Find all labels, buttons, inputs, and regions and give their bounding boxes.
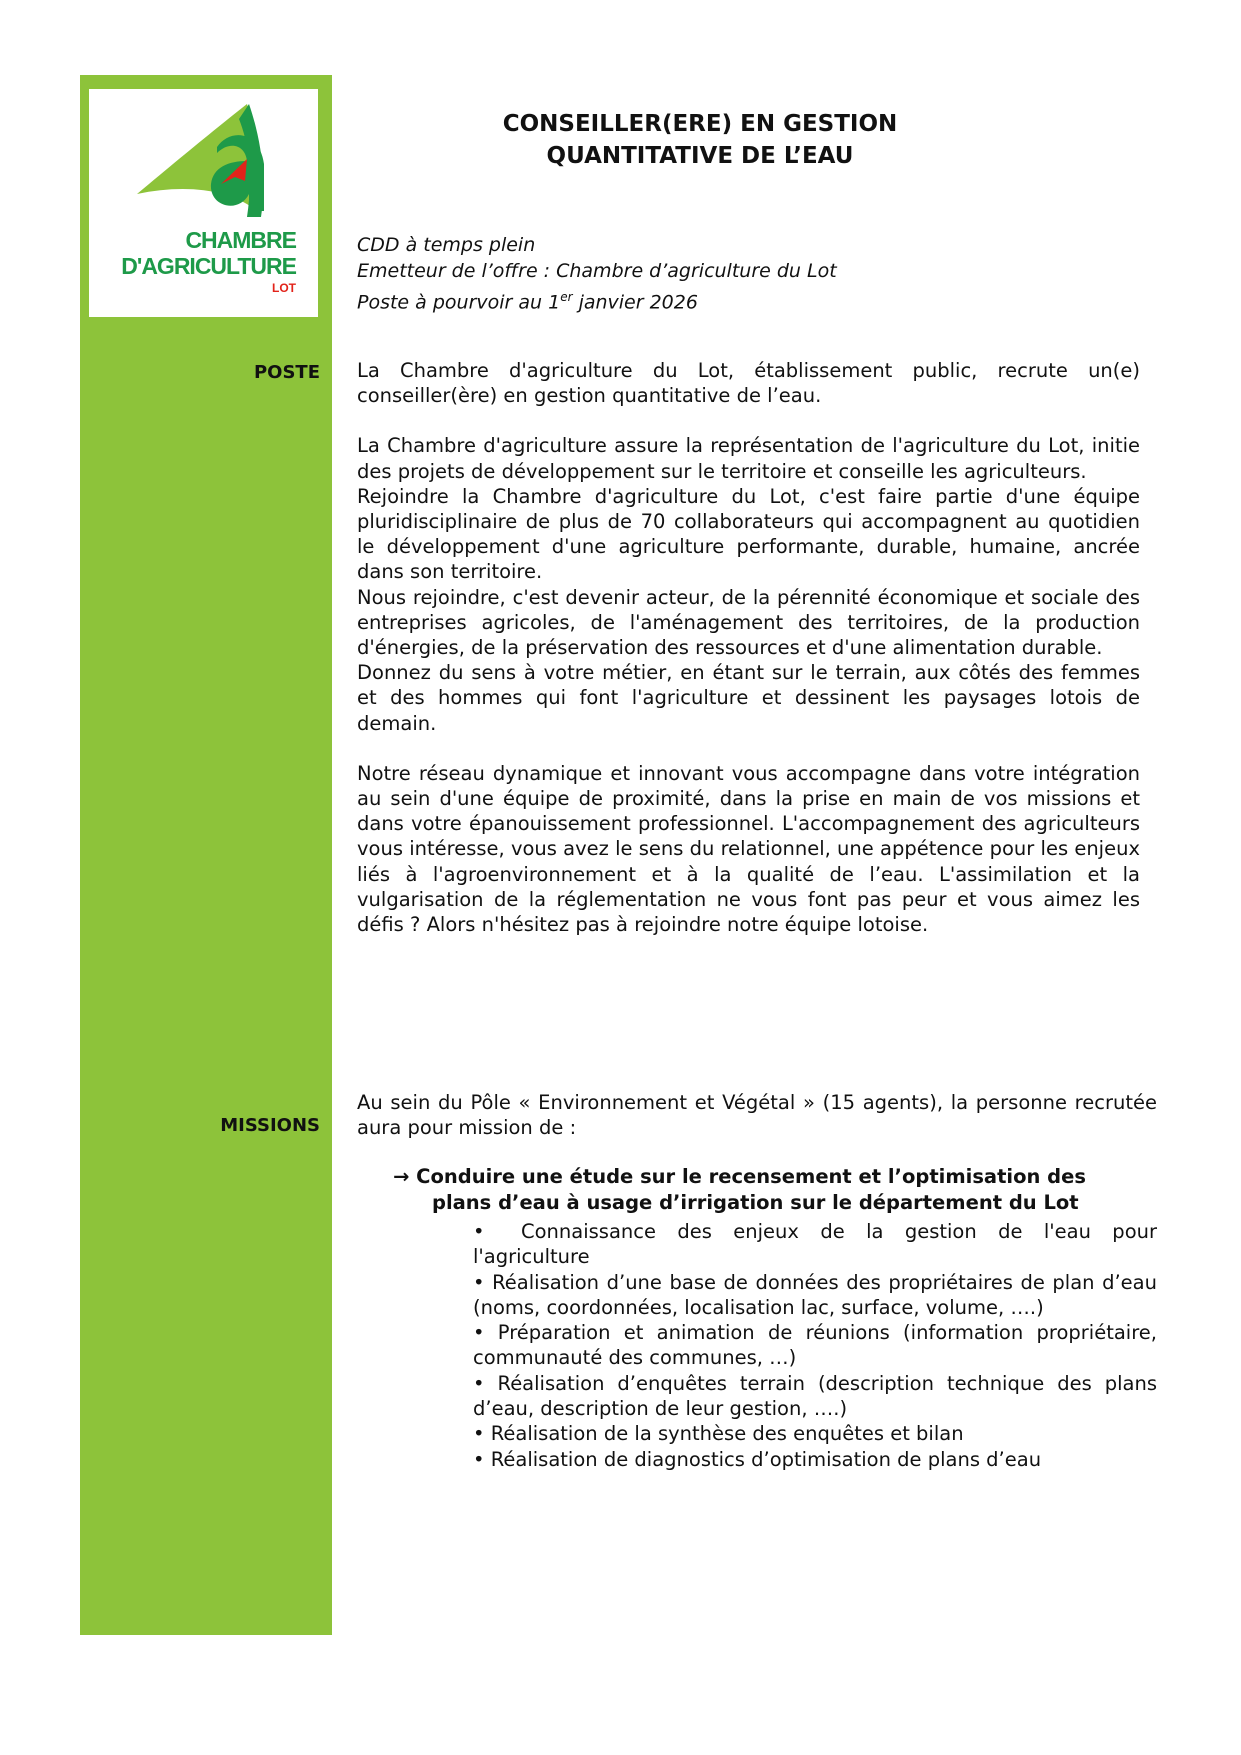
list-item-text: Réalisation d’une base de données des propriétaires de plan d’eau (noms, coordonnées, localisation lac, surface, volume, ….): [473, 1270, 1157, 1319]
page-title: [440, 108, 960, 172]
logo-line-agriculture: D'AGRICULTURE: [121, 253, 296, 279]
list-item-text: Réalisation de la synthèse des enquêtes et bilan: [490, 1422, 964, 1446]
task-line-2: plans d’eau à usage d’irrigation sur le département du Lot: [432, 1190, 1079, 1214]
logo-line-lot: LOT: [272, 281, 296, 295]
list-item: [473, 1270, 1157, 1321]
issuer: Emetteur de l’offre : Chambre d’agriculture du Lot: [357, 260, 837, 282]
start-date-prefix: Poste à pourvoir au 1: [357, 291, 561, 314]
job-meta: [357, 232, 837, 315]
bullet-icon: •: [473, 1422, 485, 1446]
contract-type: CDD à temps plein: [357, 234, 536, 256]
list-item: [473, 1219, 1157, 1270]
list-item-text: Réalisation de diagnostics d’optimisation de plans d’eau: [490, 1447, 1042, 1471]
poste-paragraph: Notre réseau dynamique et innovant vous accompagne dans votre intégration au sein d'une équipe de proximité, dans la prise en main de vos missions et dans votre épanouissement professionnel. L'accompagnement des agriculteurs vous intéresse, vous avez le sens du relationnel, une appétence pour les enjeux liés à l'agroenvironnement et à la qualité de l’eau. L'assimilation et la vulgarisation de la réglementation ne vous font pas peur et vous aimez les défis ? Alors n'hésitez pas à rejoindre notre équipe lotoise.: [357, 761, 1140, 937]
list-item: [473, 1421, 1157, 1446]
bullet-icon: •: [473, 1321, 485, 1345]
arrow-right-icon: →: [393, 1165, 410, 1188]
start-date-sup: er: [560, 290, 573, 304]
poste-paragraph: Nous rejoindre, c'est devenir acteur, de la pérennité économique et sociale des entreprises agricoles, de l'aménagement des territoires, de la production d'énergies, de la préservation des ressources et d'une alimentation durable.: [357, 585, 1140, 660]
poste-paragraph: La Chambre d'agriculture du Lot, établissement public, recrute un(e) conseiller(ère) en gestion quantitative de l’eau.: [357, 359, 1140, 408]
poste-paragraph: La Chambre d'agriculture assure la représentation de l'agriculture du Lot, initie des projets de développement sur le territoire et conseille les agriculteurs.: [357, 434, 1140, 483]
bullet-icon: •: [473, 1371, 485, 1395]
list-item-text: Connaissance des enjeux de la gestion de l'eau pour l'agriculture: [473, 1220, 1157, 1269]
logo: [89, 89, 318, 317]
logo-line-chambre: CHAMBRE: [185, 227, 296, 253]
mission-bullet-list: [473, 1219, 1157, 1472]
missions-intro: Au sein du Pôle « Environnement et Végétal » (15 agents), la personne recrutée aura pour mission de :: [357, 1091, 1157, 1140]
bullet-icon: •: [473, 1220, 485, 1243]
task-line-1: Conduire une étude sur le recensement et l’optimisation des: [416, 1165, 1086, 1188]
mission-task-heading: [393, 1164, 1143, 1215]
list-item: [473, 1320, 1157, 1371]
start-date: [357, 284, 837, 315]
poste-section: [357, 358, 1140, 937]
list-item: [473, 1371, 1157, 1422]
list-item-text: Préparation et animation de réunions (information propriétaire, communauté des communes, …): [473, 1321, 1157, 1370]
bullet-icon: •: [473, 1270, 485, 1294]
poste-paragraph: Donnez du sens à votre métier, en étant sur le terrain, aux côtés des femmes et des hommes qui font l'agriculture et dessinent les paysages lotois de demain.: [357, 661, 1140, 735]
title-line-1: CONSEILLER(ERE) EN GESTION: [502, 111, 898, 137]
title-line-2: QUANTITATIVE DE L’EAU: [546, 143, 854, 169]
bullet-icon: •: [473, 1447, 485, 1471]
section-label-missions: MISSIONS: [220, 1115, 320, 1136]
section-label-poste: POSTE: [253, 362, 320, 383]
start-date-suffix: janvier 2026: [572, 291, 698, 314]
list-item: [473, 1447, 1157, 1472]
list-item-text: Réalisation d’enquêtes terrain (description technique des plans d’eau, description de leur gestion, ….): [473, 1371, 1157, 1421]
poste-paragraph: Rejoindre la Chambre d'agriculture du Lot, c'est faire partie d'une équipe pluridisciplinaire de plus de 70 collaborateurs qui accompagnent au quotidien le développement d'une agriculture performante, durable, humaine, ancrée dans son territoire.: [357, 484, 1140, 584]
